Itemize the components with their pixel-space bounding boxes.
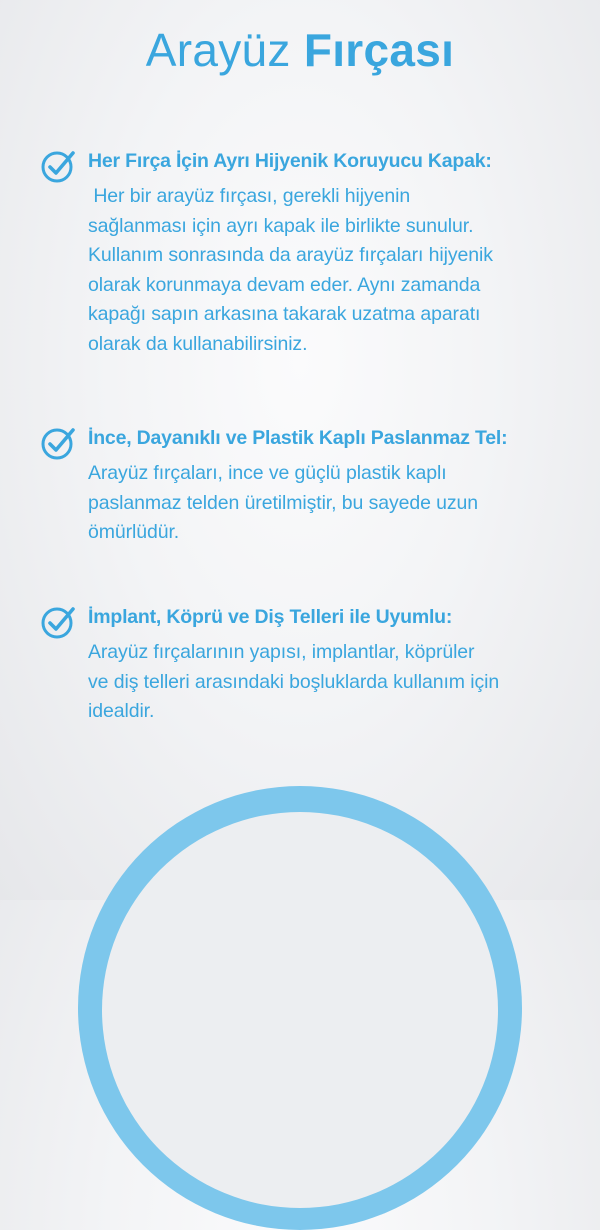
feature-heading: Her Fırça İçin Ayrı Hijyenik Koruyucu Kapak: [88,150,492,172]
title-bold: Fırçası [303,24,455,76]
description-line: olarak da kullanabilirsiniz. [88,332,308,355]
check-circle-icon [40,425,76,461]
description-line: sağlanması için ayrı kapak ile birlikte sunulur. [88,214,474,237]
description-line: ömürlüdür. [88,521,180,543]
description-line: idealdir. [88,700,155,722]
title-light: Arayüz [145,24,291,76]
check-circle-icon [40,148,76,184]
description-line: paslanmaz telden üretilmiştir, bu sayede uzun [88,491,479,514]
description-line: olarak korunmaya devam eder. Aynı zamanda [88,273,481,296]
description-line: Her bir arayüz fırçası, gerekli hijyenin [88,185,411,207]
check-circle-icon [40,604,76,640]
feature-stainless-wire [40,425,580,565]
feature-description [88,638,588,727]
decorative-arc-inner [102,812,498,1208]
feature-heading: İnce, Dayanıklı ve Plastik Kaplı Paslanmaz Tel: [88,427,508,449]
description-line: ve diş telleri arasındaki boşluklarda kullanım için [88,670,500,693]
page-title [0,22,600,78]
description-line: Arayüz fırçalarının yapısı, implantlar, köprüler [88,641,475,663]
description-line: kapağı sapın arkasına takarak uzatma aparatı [88,303,481,325]
feature-description [88,182,588,359]
feature-heading: İmplant, Köprü ve Diş Telleri ile Uyumlu: [88,606,453,628]
feature-hygienic-cap [40,148,580,388]
feature-description [88,459,588,548]
description-line: Kullanım sonrasında da arayüz fırçaları hijyenik [88,244,493,266]
feature-implant-compatible [40,604,580,744]
description-line: Arayüz fırçaları, ince ve güçlü plastik kaplı [88,462,447,484]
